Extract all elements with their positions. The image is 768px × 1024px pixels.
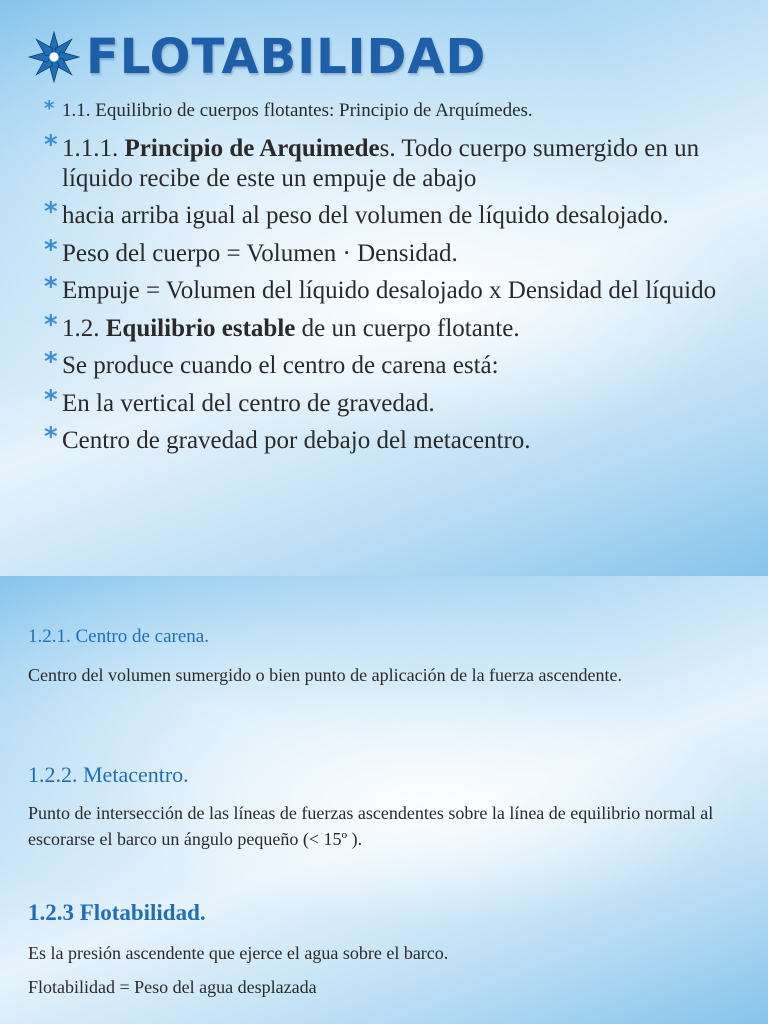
section-paragraph: Punto de intersección de las líneas de fuerzas ascendentes sobre la línea de equilibrio normal al escorarse el barco un ángulo pequeño (< 15º ). <box>28 803 714 850</box>
bullet-text: Centro de gravedad por debajo del metacentro. <box>62 427 531 455</box>
asterisk-bullet-icon: * <box>44 96 55 120</box>
bullet-bold-text: Principio de Arquimede <box>124 135 380 163</box>
bullet-text: 1.1. Equilibrio de cuerpos flotantes: Principio de Arquímedes. <box>62 100 533 121</box>
bullet-text: En la vertical del centro de gravedad. <box>62 389 435 417</box>
bullet-bold-text: Equilibrio estable <box>105 314 296 342</box>
asterisk-bullet-icon: * <box>44 384 58 415</box>
bullet-item <box>44 272 754 306</box>
bullet-item <box>44 422 754 456</box>
bullet-text: 1.2. <box>62 314 106 342</box>
bullet-text: hacia arriba igual al peso del volumen de líquido desalojado. <box>62 202 669 230</box>
section-paragraph: Flotabilidad = Peso del agua desplazada <box>28 977 317 997</box>
asterisk-bullet-icon: * <box>44 130 58 161</box>
bullet-text: de un cuerpo flotante. <box>295 314 520 342</box>
bullet-item <box>44 96 754 122</box>
bullet-item <box>44 384 754 419</box>
bullet-text: 1.1.1. <box>62 135 125 163</box>
slide-title: FLOTABILIDAD <box>86 29 487 85</box>
bullet-item <box>44 234 754 269</box>
section-heading: 1.2.2. Metacentro. <box>28 762 189 787</box>
section-heading: 1.2.3 Flotabilidad. <box>28 900 206 925</box>
section-heading: 1.2.1. Centro de carena. <box>28 626 209 647</box>
bullet-text: Se produce cuando el centro de carena está: <box>62 352 499 380</box>
asterisk-bullet-icon: * <box>44 197 58 228</box>
section-paragraph: Es la presión ascendente que ejerce el agua sobre el barco. <box>28 943 449 963</box>
asterisk-bullet-icon: * <box>44 234 58 265</box>
asterisk-bullet-icon: * <box>44 347 58 378</box>
asterisk-bullet-icon: * <box>44 309 58 340</box>
star-snowflake-icon <box>28 31 80 83</box>
bullet-text: s. Todo cuerpo sumergido en un líquido recibe de este un empuje de abajo <box>62 135 700 192</box>
slide-title-row <box>28 22 486 92</box>
section-paragraph: Centro del volumen sumergido o bien punto de aplicación de la fuerza ascendente. <box>28 665 622 685</box>
asterisk-bullet-icon: * <box>44 272 58 303</box>
bullet-text: Peso del cuerpo = Volumen · Densidad. <box>62 239 458 267</box>
bullet-item <box>44 130 754 193</box>
asterisk-bullet-icon: * <box>44 422 58 453</box>
bullet-text: Empuje = Volumen del líquido desalojado x Densidad del líquido <box>62 277 717 305</box>
bullet-item <box>44 347 754 381</box>
bullet-item <box>44 197 754 231</box>
bullet-item <box>44 309 754 344</box>
slide-2 <box>0 576 768 1024</box>
bullet-list <box>44 96 754 464</box>
